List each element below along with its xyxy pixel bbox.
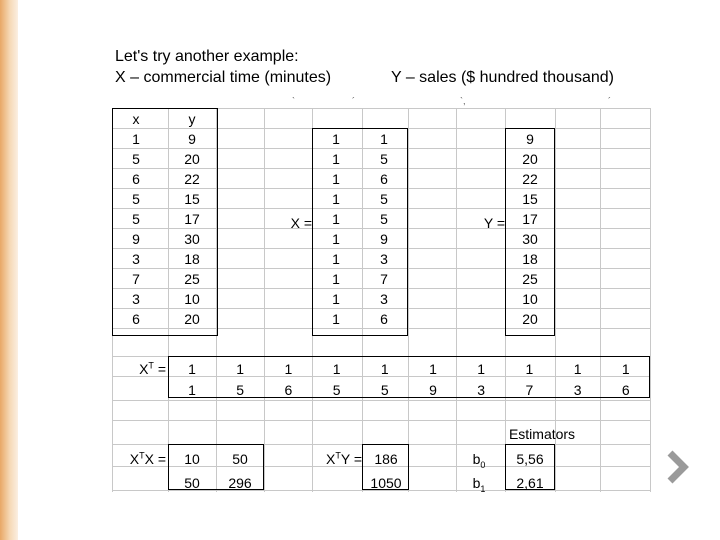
chevron-right-icon xyxy=(662,447,692,487)
matrix-y-cell: 22 xyxy=(522,171,538,187)
b0-label xyxy=(457,451,501,470)
table-cell-y: 22 xyxy=(184,171,200,187)
matrix-x-cell-ones: 1 xyxy=(332,211,340,227)
xtx-label xyxy=(112,451,166,467)
next-slide-button[interactable] xyxy=(662,447,692,487)
table-cell-x: 5 xyxy=(132,151,140,167)
matrix-x-cell-values: 6 xyxy=(380,311,388,327)
table-cell-x: 6 xyxy=(132,171,140,187)
xtx-cell-11: 10 xyxy=(184,451,200,467)
b0-label-base: b xyxy=(472,451,481,467)
table-cell-x: 7 xyxy=(132,271,140,287)
matrix-y-cell: 15 xyxy=(522,191,538,207)
grid-row-line xyxy=(112,420,650,421)
b1-label-sub: 1 xyxy=(480,483,486,494)
table-cell-x: 6 xyxy=(132,311,140,327)
tick-mark: `, xyxy=(460,96,466,106)
table-cell-y: 30 xyxy=(184,231,200,247)
tick-mark: ` xyxy=(292,96,295,106)
xty-label-mid: Y xyxy=(340,451,350,467)
transpose-row1-cell: 1 xyxy=(188,382,196,398)
transpose-row0-cell: 1 xyxy=(284,361,293,377)
matrix-y-cell: 20 xyxy=(522,311,538,327)
matrix-x-cell-values: 3 xyxy=(380,291,388,307)
transpose-row0-cell: 1 xyxy=(188,361,196,377)
matrix-x-cell-values: 5 xyxy=(380,191,388,207)
transpose-row1-cell: 7 xyxy=(525,382,534,398)
transpose-row0-cell: 1 xyxy=(525,361,534,377)
xtx-label-mid: X xyxy=(144,451,154,467)
tick-mark: ´ xyxy=(608,96,611,106)
b0-label-sub: 0 xyxy=(480,459,486,470)
grid-column-line xyxy=(264,108,265,492)
transpose-row0-cell: 1 xyxy=(477,361,486,377)
grid-column-line xyxy=(456,108,457,492)
xtx-cell-22: 296 xyxy=(228,475,252,491)
transpose-label xyxy=(112,361,166,377)
transpose-label-tail: = xyxy=(157,361,166,377)
xty-cell-1: 186 xyxy=(374,451,398,467)
matrix-x-cell-ones: 1 xyxy=(332,171,340,187)
transpose-label-sup: T xyxy=(148,360,154,371)
b1-label-base: b xyxy=(472,475,481,491)
table-cell-y: 20 xyxy=(184,311,200,327)
xty-cell-2: 1050 xyxy=(370,475,402,491)
table-cell-y: 20 xyxy=(184,151,200,167)
transpose-row0-cell: 1 xyxy=(621,361,630,377)
matrix-y-cell: 10 xyxy=(522,291,538,307)
xtx-label-tail: = xyxy=(157,451,166,467)
b1-value: 2,61 xyxy=(516,475,544,491)
xtx-label-sup: T xyxy=(139,450,145,461)
transpose-row1-cell: 6 xyxy=(621,382,630,398)
matrix-y-cell: 30 xyxy=(522,231,538,247)
table-cell-y: 18 xyxy=(184,251,200,267)
matrix-y-cell: 25 xyxy=(522,271,538,287)
matrix-y-cell: 20 xyxy=(522,151,538,167)
grid-row-line xyxy=(112,400,650,401)
xty-label-sup: T xyxy=(335,450,341,461)
xty-label xyxy=(308,451,362,467)
matrix-x-cell-values: 7 xyxy=(380,271,388,287)
matrix-x-cell-ones: 1 xyxy=(332,291,340,307)
transpose-row1-cell: 3 xyxy=(573,382,582,398)
grid-column-line xyxy=(650,108,651,492)
matrix-x-cell-ones: 1 xyxy=(332,231,340,247)
xty-label-tail: = xyxy=(353,451,362,467)
transpose-row0-cell: 1 xyxy=(332,361,341,377)
transpose-row0-cell: 1 xyxy=(380,361,389,377)
matrix-x-cell-values: 3 xyxy=(380,251,388,267)
transpose-row0-cell: 1 xyxy=(236,361,245,377)
transpose-row1-cell: 5 xyxy=(332,382,341,398)
transpose-row0-cell: 1 xyxy=(429,361,437,377)
table-cell-y: 10 xyxy=(184,291,200,307)
table-cell-x: 5 xyxy=(132,191,140,207)
transpose-row1-cell: 6 xyxy=(284,382,293,398)
spreadsheet-grid xyxy=(112,108,650,492)
transpose-row1-cell: 9 xyxy=(429,382,437,398)
table-cell-x: 3 xyxy=(132,291,140,307)
matrix-y-cell: 18 xyxy=(522,251,538,267)
matrix-x-cell-ones: 1 xyxy=(332,151,340,167)
table-cell-y: 9 xyxy=(188,131,196,147)
transpose-row0-cell: 1 xyxy=(573,361,582,377)
grid-column-line xyxy=(408,108,409,492)
matrix-x-cell-ones: 1 xyxy=(332,311,340,327)
matrix-x-cell-values: 9 xyxy=(380,231,388,247)
slide-left-edge xyxy=(0,0,18,540)
matrix-x-cell-values: 5 xyxy=(380,211,388,227)
matrix-x-cell-ones: 1 xyxy=(332,271,340,287)
slide-heading xyxy=(115,46,614,88)
matrix-x-cell-values: 5 xyxy=(380,151,388,167)
matrix-x-cell-ones: 1 xyxy=(332,131,340,147)
matrix-x-label: X = xyxy=(290,215,312,231)
column-header-y: y xyxy=(188,111,196,127)
column-header-x: x xyxy=(132,111,140,127)
xty-label-base: X xyxy=(325,451,336,467)
matrix-y-label: Y = xyxy=(483,215,505,231)
table-cell-x: 9 xyxy=(132,231,140,247)
heading-y-definition: Y – sales ($ hundred thousand) xyxy=(391,69,614,86)
transpose-label-base: X xyxy=(139,361,149,377)
heading-line-2 xyxy=(115,67,614,88)
b0-value: 5,56 xyxy=(516,451,544,467)
matrix-x-cell-ones: 1 xyxy=(332,251,340,267)
xtx-label-base: X xyxy=(129,451,140,467)
xtx-cell-12: 50 xyxy=(232,451,248,467)
matrix-y-cell: 17 xyxy=(522,211,538,227)
table-cell-x: 5 xyxy=(132,211,140,227)
transpose-row1-cell: 5 xyxy=(236,382,245,398)
table-cell-y: 17 xyxy=(184,211,200,227)
matrix-y-cell: 9 xyxy=(526,131,534,147)
matrix-x-cell-ones: 1 xyxy=(332,191,340,207)
xtx-cell-21: 50 xyxy=(184,475,200,491)
transpose-row1-cell: 3 xyxy=(477,382,486,398)
heading-line-1: Let's try another example: xyxy=(115,48,299,65)
transpose-row1-cell: 5 xyxy=(380,382,389,398)
table-cell-y: 15 xyxy=(184,191,200,207)
heading-x-definition: X – commercial time (minutes) xyxy=(115,69,332,86)
tick-mark: ´ xyxy=(352,96,355,106)
matrix-x-cell-values: 1 xyxy=(380,131,388,147)
table-cell-x: 1 xyxy=(132,131,140,147)
b1-label xyxy=(457,475,501,494)
table-cell-y: 25 xyxy=(184,271,200,287)
matrix-x-cell-values: 6 xyxy=(380,171,388,187)
estimators-title: Estimators xyxy=(508,426,576,442)
table-cell-x: 3 xyxy=(132,251,140,267)
